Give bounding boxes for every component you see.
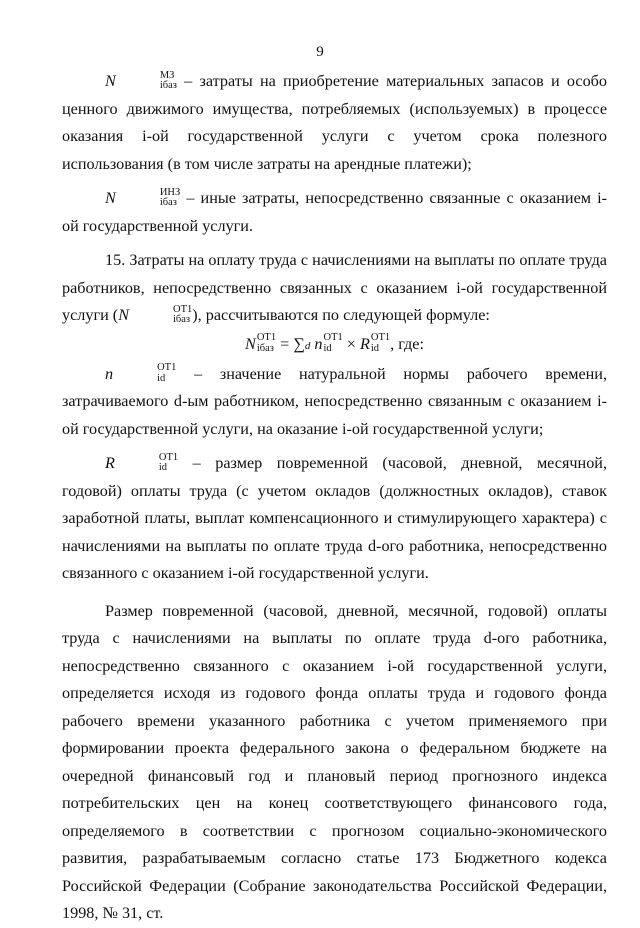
definition-ninz	[62, 185, 607, 240]
definition-r	[62, 450, 607, 588]
formula: N ОТ1 iбаз = ∑d n ОТ1 id × R ОТ1 id , где:	[245, 332, 424, 354]
definition-n	[62, 361, 607, 444]
definition-nmz-text: – затраты на приобретение материальных запасов и особо ценного движимого имущества, потребляемых (используемых) в процессе оказания i-ой государственной услуги с учетом срока полезного использования (в том числе затраты на арендные платежи);	[62, 72, 608, 173]
symbol-n-id: n ОТ1 id	[105, 362, 177, 384]
definition-nmz	[62, 68, 607, 178]
paragraph-15: 15. Затраты на оплату труда с начислениями на выплаты по оплате труда работников, непосредственно связанных с оказанием i-ой государственной услуги (N ОТ1 iбаз ), рассчитываются по следующей формуле:	[62, 251, 607, 326]
symbol-n-ot1: N ОТ1 iбаз	[118, 303, 193, 326]
symbol-r-id: R ОТ1 id	[105, 451, 179, 474]
symbol-n-inz: N ИНЗ iбаз	[105, 186, 181, 209]
definition-ninz-text: – иные затраты, непосредственно связанные с оказанием i-ой государственной услуги.	[62, 189, 607, 235]
paragraph-wage-size: Размер повременной (часовой, дневной, месячной, годовой) оплаты труда с начислениями на выплаты по оплате труда d-ого работника, непосредственно связанного с оказанием i-ой государственной услуги, определяется исходя из годового фонда оплаты труда и годового фонда рабочего времени указанного работника с учетом применяемого при формировании проекта федерального закона о федеральном бюджете на очередной финансовый год и плановый период прогнозного индекса потребительских цен на конец соответствующего финансового года, определяемого в соответствии с прогнозом социально-экономического развития, разрабатываемым согласно статье 173 Бюджетного кодекса Российской Федерации (Собрание законодательства Российской Федерации, 1998, № 31, ст.	[62, 601, 607, 922]
page-number: 9	[316, 44, 324, 60]
symbol-n-mz: N МЗ iбаз	[105, 69, 177, 92]
document-body	[62, 68, 607, 928]
definition-n-text: – значение натуральной нормы рабочего времени, затрачиваемого d-ым работником, непосредственно связанным с оказанием i-ой государственной услуги, на оказание i-ой государственной услуги;	[62, 364, 608, 438]
definition-r-text: – размер повременной (часовой, дневной, месячной, годовой) оплаты труда (с учетом окладов (должностных окладов), ставок заработной платы, выплат компенсационного и стимулирующего характера) с начислениями на выплаты по оплате труда d-ого работника, непосредственно связанного с оказанием i-ой государственной услуги.	[62, 454, 608, 582]
